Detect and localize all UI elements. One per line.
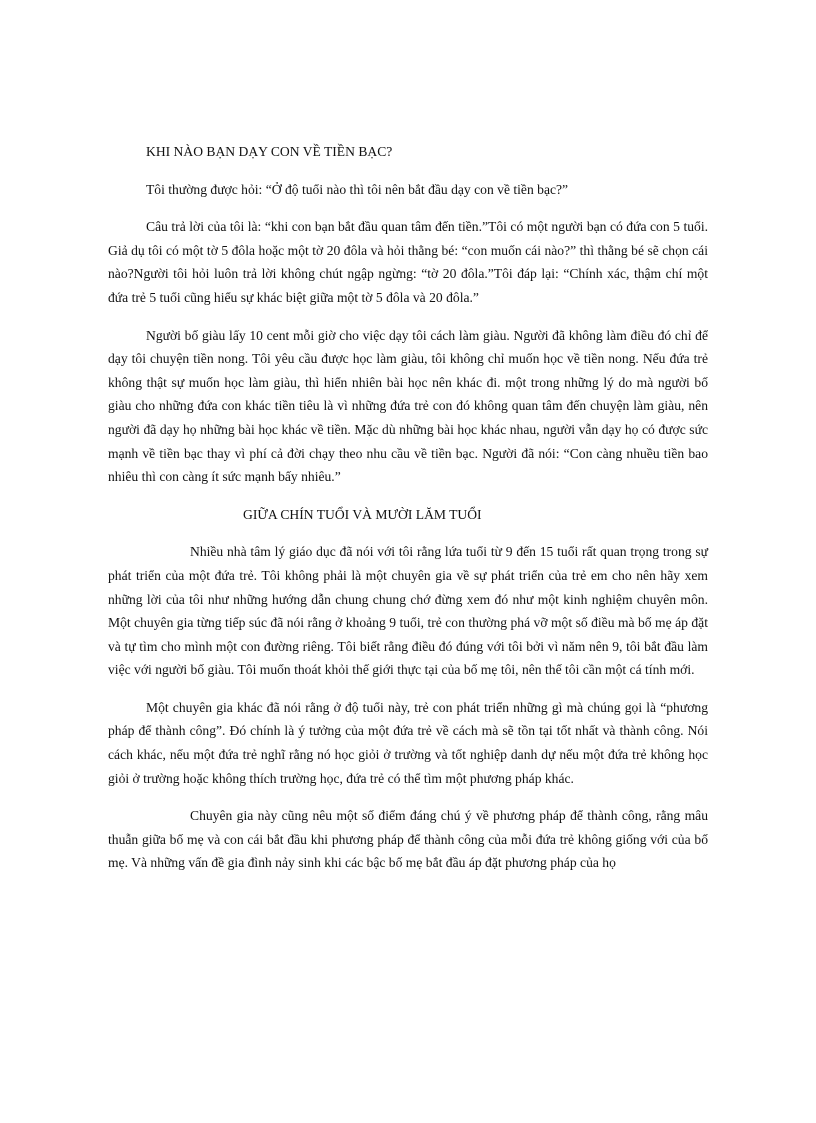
paragraph-psychologists: Nhiều nhà tâm lý giáo dục đã nói với tôi rằng lứa tuổi từ 9 đến 15 tuổi rất quan trọng trong sự phát triển của một đứa trẻ. Tôi không phải là một chuyên gia về sự phát triển của trẻ em cho nên hãy xem những lời của tôi như những hướng dẫn chung chung chớ đừng xem đó như một kinh nghiệm chuyên môn. Một chuyên gia từng tiếp súc đã nói rằng ở khoảng 9 tuổi, trẻ con thường phá vỡ một số điều mà bố mẹ áp đặt và tự tìm cho mình một con đường riêng. Tôi biết rằng điều đó đúng với tôi bởi vì năm nên 9, tôi bắt đầu làm việc với người bố giàu. Tôi muốn thoát khỏi thế giới thực tại của bố mẹ tôi, nên thế tôi cần một cá tính mới. bbox=[108, 544, 708, 678]
paragraph-success-method: Một chuyên gia khác đã nói rằng ở độ tuổi này, trẻ con phát triển những gì mà chúng gọi là “phương pháp để thành công”. Đó chính là ý tưởng của một đứa trẻ về cách mà sẽ tồn tại tốt nhất và thành công. Nói cách khác, nếu một đứa trẻ nghĩ rằng nó học giỏi ở trường và tốt nghiệp danh dự nếu một đứa trẻ không học giỏi ở trường hoặc không thích trường học, đứa trẻ có thể tìm một phương pháp khác. bbox=[108, 699, 708, 786]
document-page bbox=[108, 140, 708, 889]
paragraph-rich-dad: Người bố giàu lấy 10 cent mỗi giờ cho việc dạy tôi cách làm giàu. Người đã không làm điều đó chỉ để dạy tôi chuyện tiền nong. Tôi yêu cầu được học làm giàu, tôi không chỉ muốn học về tiền nong. Nếu đứa trẻ không thật sự muốn học làm giàu, thì hiển nhiên bài học nên khác đi. một trong những lý do mà người bố giàu cho những đứa con khác tiền tiêu là vì những đứa trẻ con đó không quan tâm đến chuyện làm giàu, nên người đã dạy họ những bài học khác về tiền. Mặc dù những bài học khác nhau, người vẫn dạy họ có được sức mạnh về tiền bạc thay vì phí cả đời chạy theo nhu cầu về tiền bạc. Người đã nói: “Con càng nhuều tiền bao nhiêu thì con càng ít sức mạnh bấy nhiêu.” bbox=[108, 327, 708, 485]
document-title: KHI NÀO BẠN DẠY CON VỀ TIỀN BẠC? bbox=[146, 144, 393, 159]
paragraph-conflict: Chuyên gia này cũng nêu một số điểm đáng chú ý về phương pháp để thành công, rằng mâu thuẫn giữa bố mẹ và con cái bắt đầu khi phương pháp để thành công của mỗi đứa trẻ không giống với của bố mẹ. Và những vấn đề gia đình nảy sinh khi các bậc bố mẹ bắt đầu áp đặt phương pháp của họ bbox=[108, 808, 708, 871]
section-title: GIỮA CHÍN TUỔI VÀ MƯỜI LĂM TUỔI bbox=[243, 506, 482, 522]
paragraph-question: Tôi thường được hỏi: “Ở độ tuổi nào thì tôi nên bắt đầu dạy con về tiền bạc?” bbox=[146, 181, 569, 197]
paragraph-answer: Câu trả lời của tôi là: “khi con bạn bắt đầu quan tâm đến tiền.”Tôi có một người bạn có đứa con 5 tuổi. Giả dụ tôi có một tờ 5 đôla hoặc một tờ 20 đôla và hỏi thằng bé: “con muốn cái nào?” thì thằng bé sẽ chọn cái nào?Người tôi hỏi luôn trả lời không chút ngập ngừng: “tờ 20 đôla.”Tôi đáp lại: “Chính xác, thậm chí một đứa trẻ 5 tuổi cũng hiểu sự khác biệt giữa một tờ 5 đôla và 20 đôla.” bbox=[108, 219, 708, 305]
